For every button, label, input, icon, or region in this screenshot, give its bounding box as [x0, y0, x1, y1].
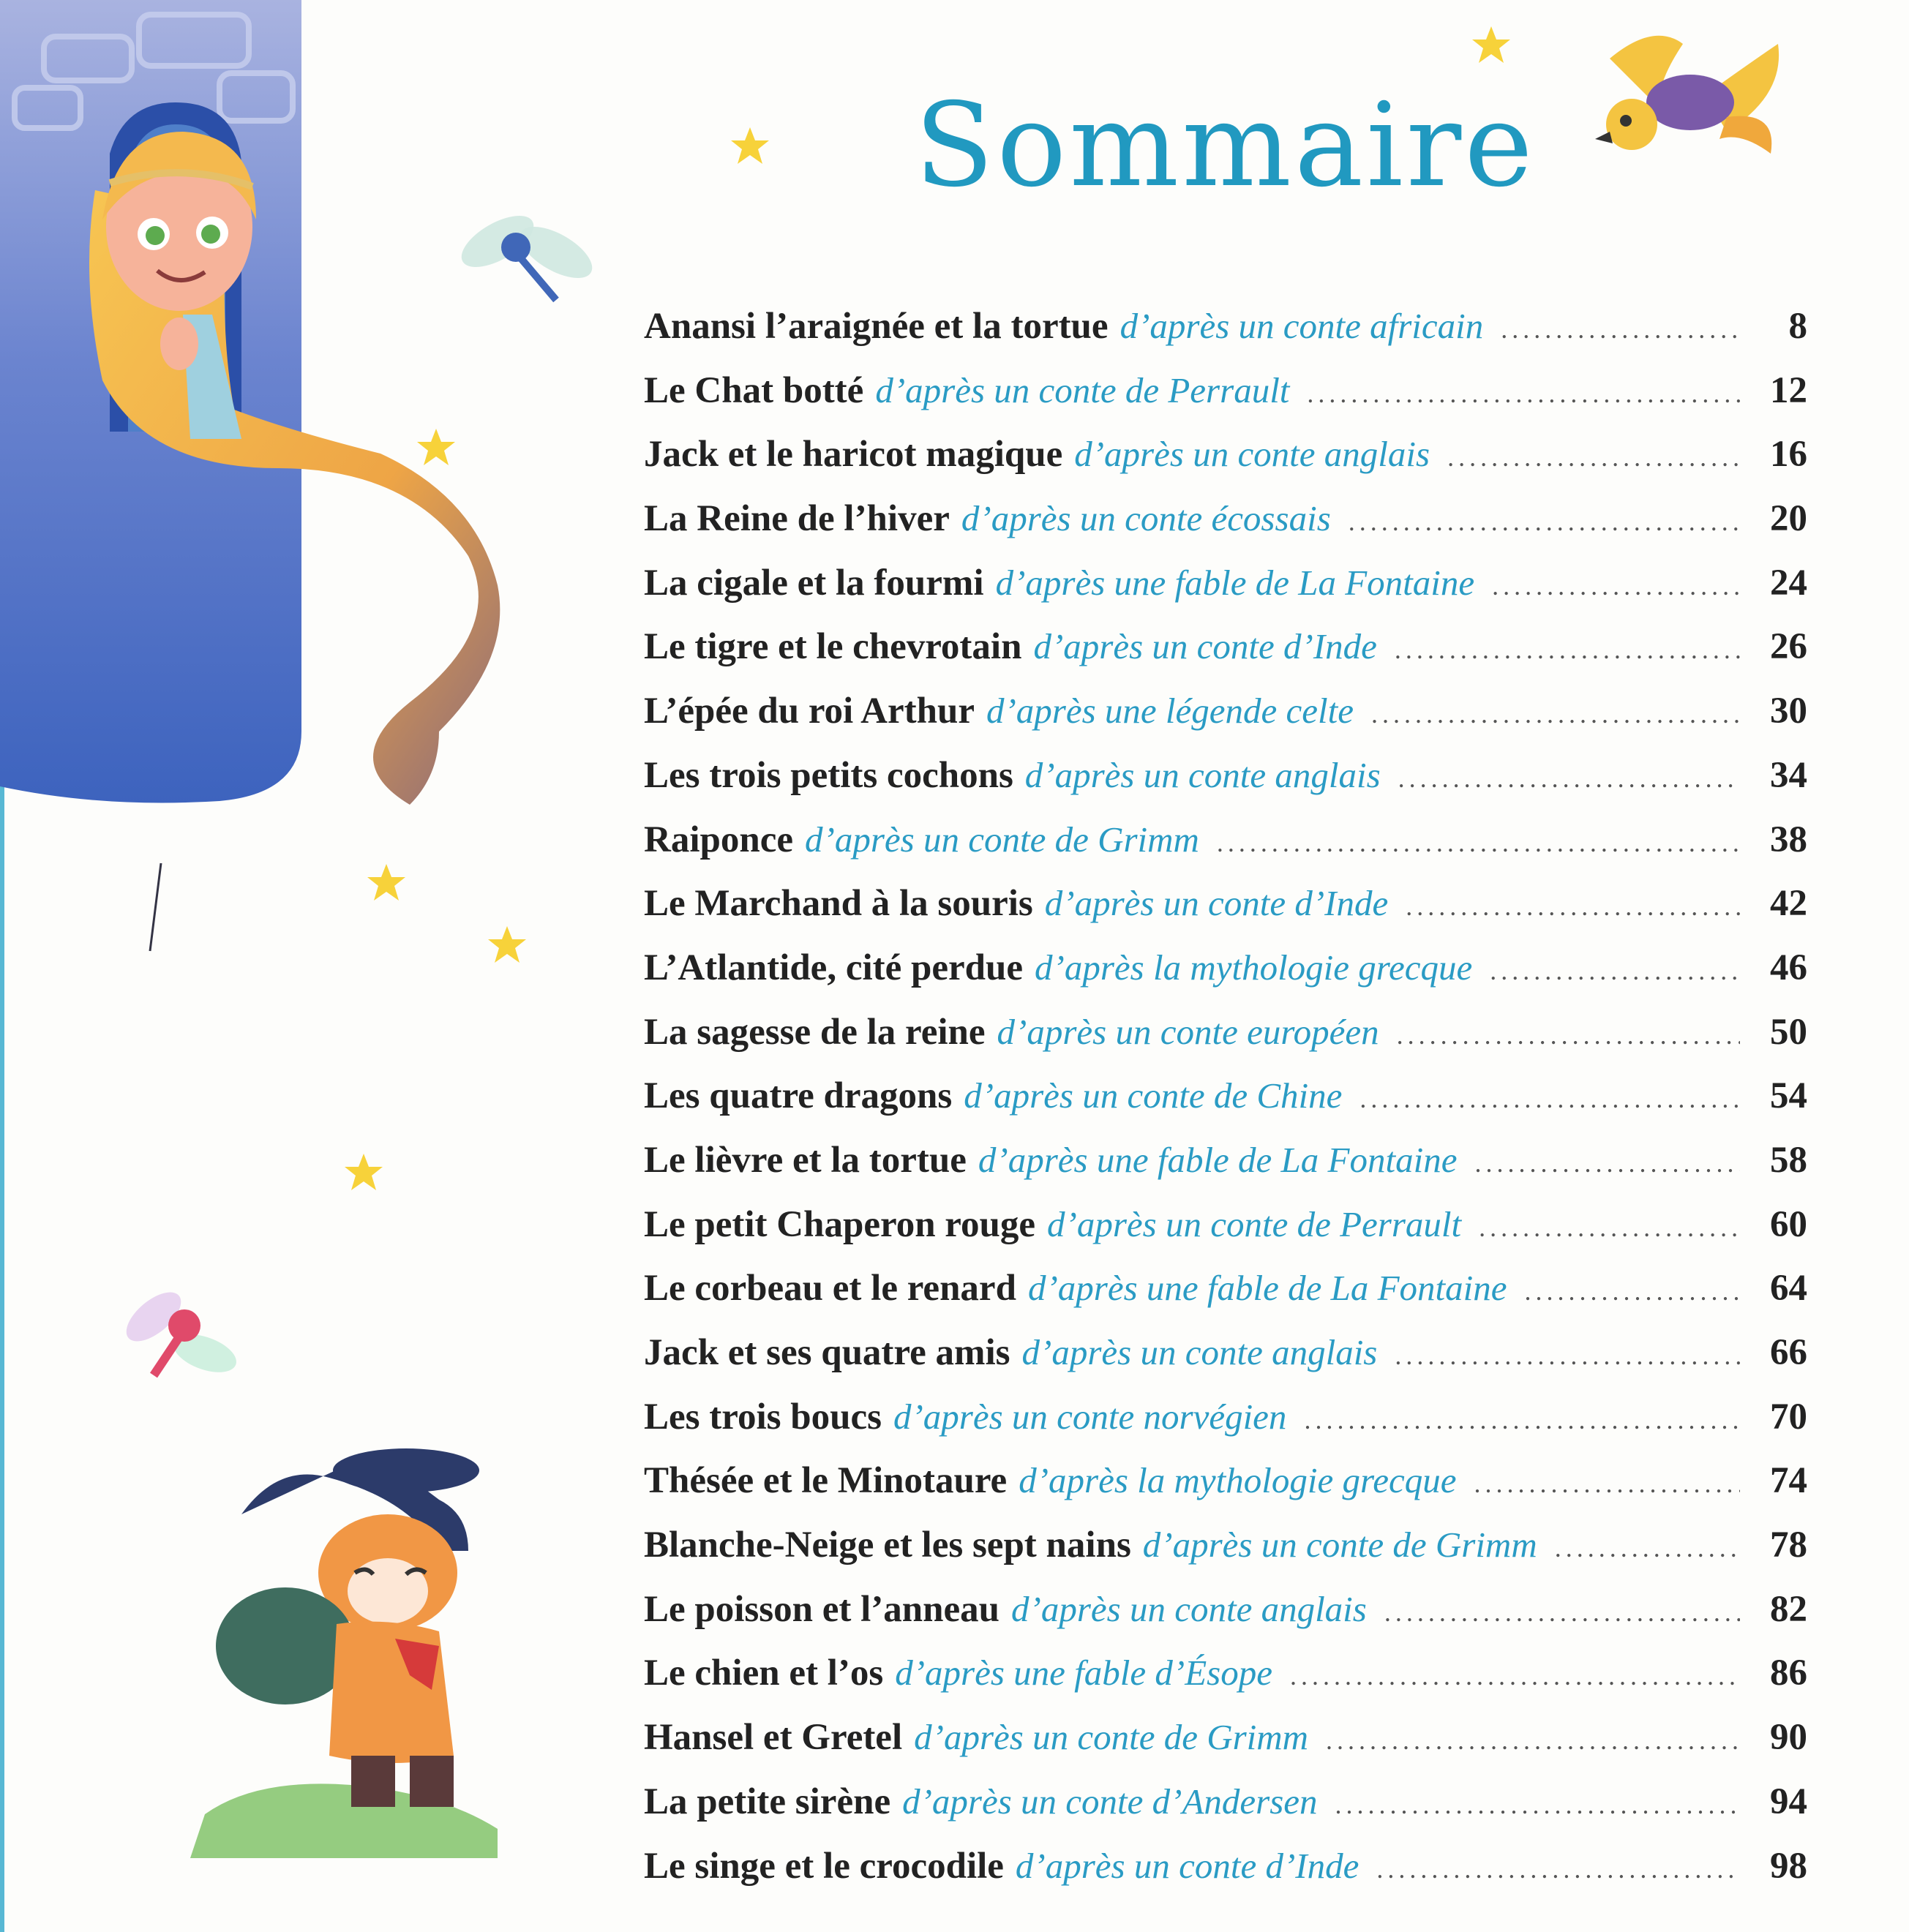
- dot-leader: [1376, 1838, 1740, 1902]
- story-title: Le Chat botté: [644, 369, 864, 411]
- dot-leader: [1398, 747, 1740, 811]
- toc-entry[interactable]: [644, 1064, 1807, 1128]
- story-title: La sagesse de la reine: [644, 1011, 986, 1053]
- dot-leader: [1326, 1709, 1740, 1773]
- story-source: d’après une fable de La Fontaine: [978, 1139, 1458, 1180]
- story-title: Le lièvre et la tortue: [644, 1139, 967, 1181]
- dot-leader: [1395, 618, 1740, 683]
- story-source: d’après une fable de La Fontaine: [995, 562, 1475, 603]
- dot-leader: [1397, 1004, 1740, 1068]
- dot-leader: [1349, 490, 1740, 555]
- story-title: Anansi l’araignée et la tortue: [644, 306, 1109, 347]
- story-title: Le tigre et le chevrotain: [644, 626, 1022, 668]
- toc-entry[interactable]: [644, 936, 1807, 1000]
- bird-icon: [1595, 36, 1779, 154]
- story-title: Le singe et le crocodile: [644, 1845, 1004, 1887]
- toc-entry[interactable]: [644, 1000, 1807, 1064]
- story-title: L’épée du roi Arthur: [644, 691, 975, 732]
- story-title: Le poisson et l’anneau: [644, 1588, 999, 1630]
- toc-entry[interactable]: [644, 422, 1807, 486]
- dot-leader: [1490, 939, 1740, 1004]
- page-number: 90: [1770, 1717, 1807, 1759]
- story-source: d’après un conte anglais: [1074, 434, 1430, 475]
- story-title: La Reine de l’hiver: [644, 498, 950, 540]
- dot-leader: [1479, 1196, 1740, 1260]
- dot-leader: [1384, 1581, 1740, 1645]
- table-of-contents: [644, 294, 1807, 1898]
- dot-leader: [1447, 426, 1740, 490]
- story-title: Raiponce: [644, 819, 793, 860]
- toc-entry[interactable]: [644, 1320, 1807, 1385]
- page-number: 70: [1770, 1396, 1807, 1437]
- story-title: Le petit Chaperon rouge: [644, 1203, 1036, 1245]
- story-source: d’après un conte anglais: [1024, 754, 1381, 795]
- toc-entry[interactable]: [644, 808, 1807, 872]
- toc-entry[interactable]: [644, 1641, 1807, 1705]
- dot-leader: [1371, 683, 1740, 747]
- story-source: d’après une fable d’Ésope: [895, 1653, 1272, 1694]
- page-title: Sommaire: [915, 78, 1536, 213]
- toc-entry[interactable]: [644, 1385, 1807, 1449]
- story-title: L’Atlantide, cité perdue: [644, 947, 1023, 988]
- story-source: d’après un conte norvégien: [893, 1396, 1287, 1437]
- toc-entry[interactable]: [644, 1770, 1807, 1834]
- toc-entry[interactable]: [644, 1513, 1807, 1577]
- toc-entry[interactable]: [644, 679, 1807, 743]
- story-source: d’après un conte de Grimm: [805, 819, 1199, 860]
- toc-entry[interactable]: [644, 743, 1807, 808]
- page-number: 54: [1770, 1075, 1807, 1117]
- toc-entry[interactable]: [644, 1256, 1807, 1320]
- dot-leader: [1474, 1132, 1740, 1196]
- page-number: 26: [1770, 626, 1807, 668]
- page-number: 20: [1770, 498, 1807, 540]
- dragonfly-icon: [454, 206, 600, 300]
- cat-icon: [190, 1448, 498, 1858]
- toc-entry[interactable]: [644, 1128, 1807, 1192]
- story-title: Les trois petits cochons: [644, 754, 1013, 796]
- page-number: 50: [1770, 1011, 1807, 1053]
- story-title: Thésée et le Minotaure: [644, 1460, 1008, 1502]
- story-source: d’après un conte de Chine: [964, 1075, 1343, 1116]
- toc-entry[interactable]: [644, 614, 1807, 679]
- story-source: d’après un conte écossais: [961, 498, 1331, 539]
- toc-entry[interactable]: [644, 1448, 1807, 1513]
- story-source: d’après la mythologie grecque: [1019, 1460, 1457, 1501]
- dot-leader: [1525, 1260, 1740, 1324]
- story-title: Le chien et l’os: [644, 1653, 884, 1694]
- dot-leader: [1290, 1645, 1740, 1709]
- story-source: d’après un conte d’Inde: [1044, 883, 1389, 924]
- story-title: Le Marchand à la souris: [644, 883, 1033, 925]
- story-source: d’après un conte européen: [997, 1011, 1379, 1052]
- story-source: d’après un conte d’Andersen: [902, 1781, 1318, 1822]
- page-number: 8: [1788, 306, 1807, 347]
- dot-leader: [1304, 1388, 1740, 1453]
- story-source: d’après un conte de Grimm: [1142, 1525, 1537, 1565]
- story-title: Les quatre dragons: [644, 1075, 953, 1117]
- story-title: Jack et le haricot magique: [644, 434, 1063, 476]
- dot-leader: [1359, 1067, 1740, 1132]
- page-number: 30: [1770, 691, 1807, 732]
- toc-entry[interactable]: [644, 486, 1807, 551]
- toc-entry[interactable]: [644, 1577, 1807, 1642]
- page-number: 12: [1770, 369, 1807, 411]
- page-number: 66: [1770, 1332, 1807, 1373]
- toc-entry[interactable]: [644, 1705, 1807, 1770]
- page-number: 42: [1770, 883, 1807, 925]
- story-source: d’après un conte anglais: [1021, 1332, 1378, 1372]
- toc-entry[interactable]: [644, 1192, 1807, 1257]
- story-title: La petite sirène: [644, 1781, 891, 1822]
- story-source: d’après un conte d’Inde: [1015, 1845, 1359, 1886]
- dot-leader: [1555, 1516, 1740, 1581]
- story-title: Blanche-Neige et les sept nains: [644, 1525, 1131, 1566]
- story-source: d’après un conte de Perrault: [1047, 1203, 1462, 1244]
- toc-entry[interactable]: [644, 294, 1807, 358]
- story-source: d’après la mythologie grecque: [1035, 947, 1473, 988]
- dot-leader: [1217, 811, 1740, 876]
- story-title: Le corbeau et le renard: [644, 1268, 1016, 1309]
- toc-entry[interactable]: [644, 358, 1807, 423]
- dot-leader: [1501, 298, 1740, 362]
- page-number: 46: [1770, 947, 1807, 988]
- story-title: Hansel et Gretel: [644, 1717, 903, 1759]
- page-number: 74: [1770, 1460, 1807, 1502]
- page-number: 16: [1770, 434, 1807, 476]
- page-number: 94: [1770, 1781, 1807, 1822]
- page-number: 86: [1770, 1653, 1807, 1694]
- dot-leader: [1307, 362, 1740, 426]
- story-source: d’après une fable de La Fontaine: [1027, 1268, 1507, 1309]
- toc-entry[interactable]: [644, 1834, 1807, 1898]
- story-source: d’après un conte d’Inde: [1033, 626, 1377, 667]
- page-number: 82: [1770, 1588, 1807, 1630]
- toc-entry[interactable]: [644, 871, 1807, 936]
- story-title: La cigale et la fourmi: [644, 562, 984, 604]
- story-title: Jack et ses quatre amis: [644, 1332, 1010, 1373]
- story-title: Les trois boucs: [644, 1396, 882, 1437]
- toc-entry[interactable]: [644, 551, 1807, 615]
- dragonfly-icon: [118, 1283, 241, 1380]
- page-number: 60: [1770, 1203, 1807, 1245]
- page-number: 24: [1770, 562, 1807, 604]
- story-source: d’après un conte de Grimm: [914, 1717, 1309, 1758]
- dot-leader: [1406, 875, 1740, 939]
- dot-leader: [1335, 1773, 1740, 1838]
- story-source: d’après un conte africain: [1119, 306, 1484, 346]
- page-number: 64: [1770, 1268, 1807, 1309]
- page-number: 34: [1770, 754, 1807, 796]
- page-number: 58: [1770, 1139, 1807, 1181]
- dot-leader: [1474, 1452, 1740, 1516]
- dot-leader: [1395, 1324, 1740, 1388]
- story-source: d’après un conte de Perrault: [875, 369, 1290, 410]
- dot-leader: [1492, 555, 1740, 619]
- page-number: 78: [1770, 1525, 1807, 1566]
- page-number: 38: [1770, 819, 1807, 860]
- page-number: 98: [1770, 1845, 1807, 1887]
- story-source: d’après une légende celte: [986, 691, 1354, 732]
- story-source: d’après un conte anglais: [1011, 1588, 1367, 1629]
